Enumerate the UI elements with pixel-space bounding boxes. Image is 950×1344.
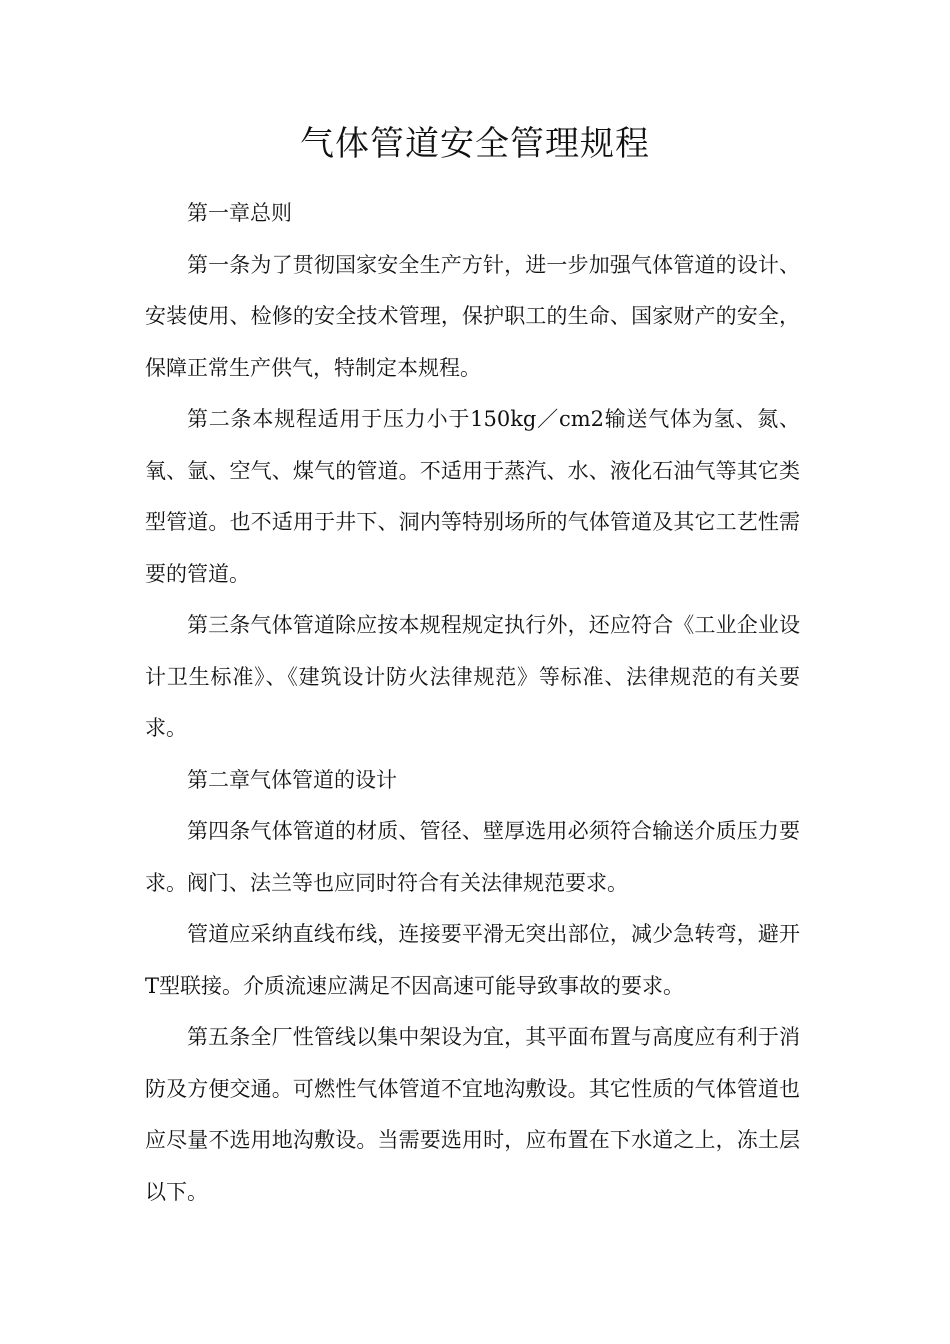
article-paragraph: 第三条气体管道除应按本规程规定执行外，还应符合《工业企业设计卫生标准》、《建筑设计防火法律规范》等标准、法律规范的有关要求。 bbox=[145, 613, 800, 740]
article-paragraph: 第五条全厂性管线以集中架设为宜，其平面布置与高度应有利于消防及方便交通。可燃性气体管道不宜地沟敷设。其它性质的气体管道也应尽量不选用地沟敷设。当需要选用时，应布置在下水道之上，冻土层以下。 bbox=[145, 1025, 800, 1204]
article-paragraph: 第四条气体管道的材质、管径、壁厚选用必须符合输送介质压力要求。阀门、法兰等也应同时符合有关法律规范要求。 bbox=[145, 819, 800, 895]
chapter-heading: 第二章气体管道的设计 bbox=[187, 767, 397, 792]
article-paragraph: 管道应采纳直线布线，连接要平滑无突出部位，减少急转弯，避开T型联接。介质流速应满足不因高速可能导致事故的要求。 bbox=[145, 922, 800, 998]
chapter-heading: 第一章总则 bbox=[187, 201, 292, 225]
article-paragraph: 第二条本规程适用于压力小于150kg／cm2输送气体为氢、氮、氧、氩、空气、煤气的管道。不适用于蒸汽、水、液化石油气等其它类型管道。也不适用于井下、洞内等特别场所的气体管道及其它工艺性需要的管道。 bbox=[145, 407, 800, 586]
document-title: 气体管道安全管理规程 bbox=[300, 124, 650, 164]
article-paragraph: 第一条为了贯彻国家安全生产方针，进一步加强气体管道的设计、安装使用、检修的安全技术管理，保护职工的生命、国家财产的安全，保障正常生产供气，特制定本规程。 bbox=[145, 252, 800, 380]
document-body bbox=[145, 188, 800, 1218]
